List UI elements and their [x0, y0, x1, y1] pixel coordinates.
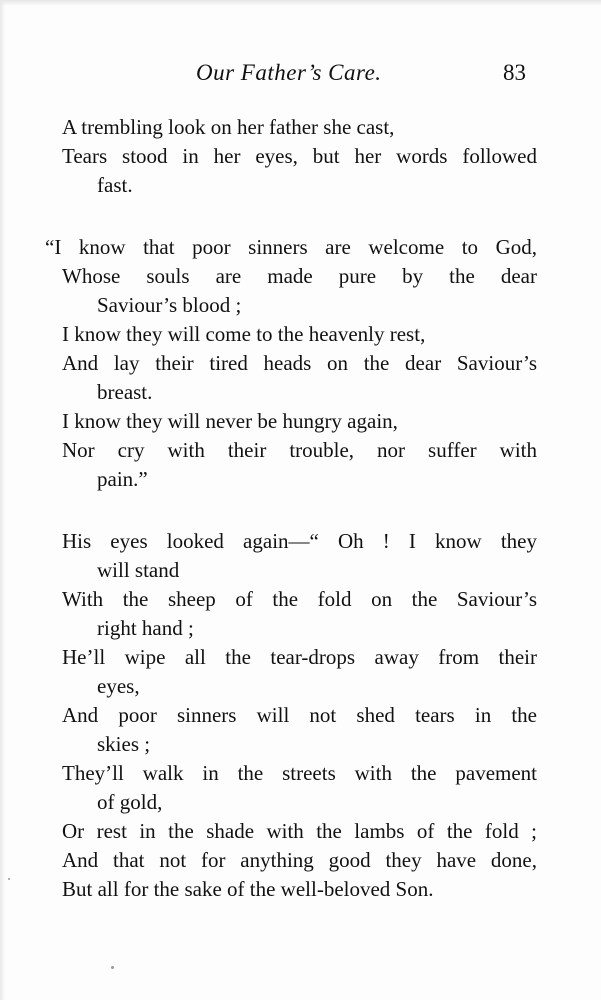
verse-line-continuation: pain.” [97, 467, 148, 491]
verse-line: A trembling look on her father she cast, [62, 115, 395, 139]
stanza-break [62, 494, 537, 527]
verse-line-continuation: breast. [97, 380, 153, 404]
verse-line: “I know that poor sinners are welcome to God, [45, 235, 537, 259]
verse-line: Nor cry with their trouble, nor suffer with [62, 438, 537, 462]
verse-line-continuation: eyes, [97, 674, 140, 698]
stanza-1 [62, 113, 537, 200]
verse-line: Or rest in the shade with the lambs of the fold ; [62, 819, 537, 843]
page-top-shadow [0, 0, 601, 6]
verse-line: And lay their tired heads on the dear Saviour’s [62, 351, 537, 375]
verse-line-continuation: will stand [97, 558, 180, 582]
stanza-3 [62, 527, 537, 904]
page-number: 83 [503, 60, 526, 85]
verse-line-continuation: Saviour’s blood ; [97, 293, 242, 317]
poem-body [45, 113, 537, 904]
page-left-shadow [0, 0, 5, 1000]
verse-line: With the sheep of the fold on the Saviour’s [62, 587, 537, 611]
verse-line: He’ll wipe all the tear-drops away from their [62, 645, 537, 669]
paper-speck [8, 878, 10, 880]
verse-line: I know they will never be hungry again, [62, 409, 398, 433]
verse-line: His eyes looked again—“ Oh ! I know they [62, 529, 537, 553]
verse-line: And that not for anything good they have done, [62, 848, 537, 872]
verse-line-continuation: of gold, [97, 790, 163, 814]
verse-line: And poor sinners will not shed tears in the [62, 703, 537, 727]
verse-line-continuation: right hand ; [97, 616, 194, 640]
verse-line-continuation: skies ; [97, 732, 151, 756]
verse-line-continuation: fast. [97, 173, 133, 197]
verse-line: But all for the sake of the well-beloved Son. [62, 877, 434, 901]
verse-line: I know they will come to the heavenly rest, [62, 322, 426, 346]
running-title: Our Father’s Care. [196, 60, 382, 85]
stanza-break [62, 200, 537, 233]
verse-line: They’ll walk in the streets with the pavement [62, 761, 537, 785]
verse-line: Tears stood in her eyes, but her words followed [62, 144, 537, 168]
stanza-2 [45, 233, 537, 494]
verse-line: Whose souls are made pure by the dear [62, 264, 537, 288]
paper-speck [111, 966, 114, 969]
